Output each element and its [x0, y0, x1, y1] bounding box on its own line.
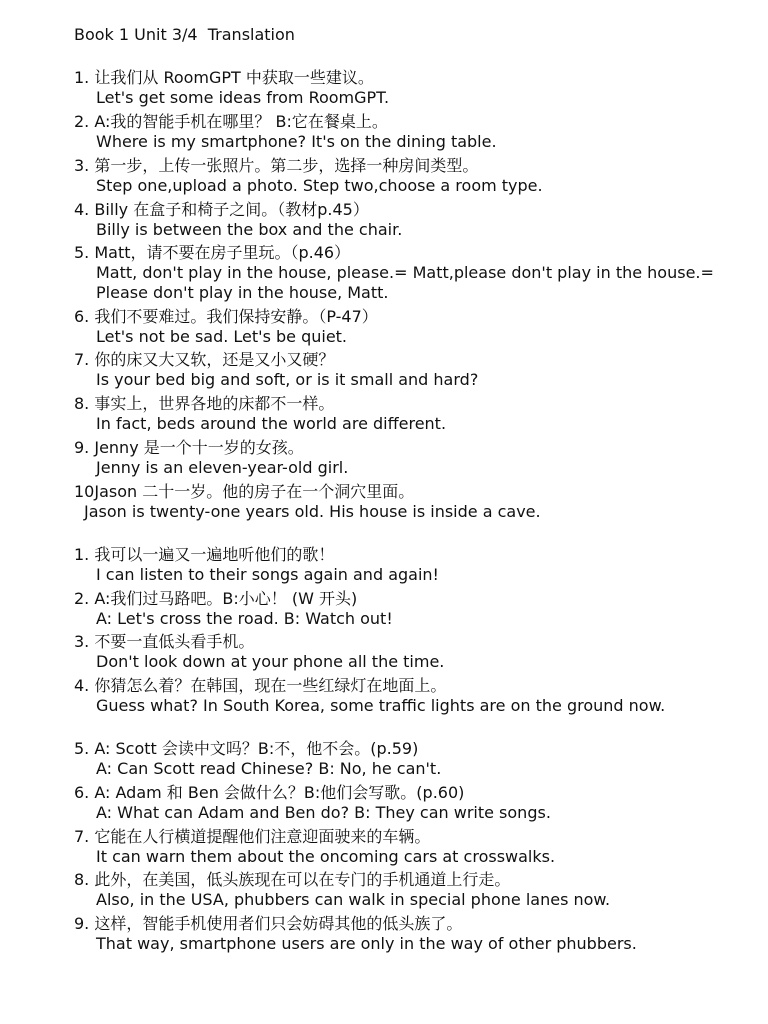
list-item	[74, 827, 714, 867]
document-title: Book 1 Unit 3/4 Translation	[74, 25, 295, 44]
list-item	[74, 394, 714, 434]
english-translation: Billy is between the box and the chair.	[96, 220, 403, 239]
list-item	[74, 870, 714, 910]
list-item	[74, 112, 714, 152]
english-translation: Step one,upload a photo. Step two,choose a room type.	[96, 176, 543, 195]
chinese-sentence: 10Jason 二十一岁。他的房子在一个洞穴里面。	[74, 482, 415, 501]
list-item	[74, 350, 714, 390]
list-item	[74, 307, 714, 347]
list-item	[74, 676, 714, 716]
english-translation: It can warn them about the oncoming cars at crosswalks.	[96, 847, 556, 866]
english-translation: A: What can Adam and Ben do? B: They can write songs.	[96, 803, 551, 822]
english-translation: Where is my smartphone? It's on the dining table.	[96, 132, 497, 151]
chinese-sentence: 4. 你猜怎么着？在韩国，现在一些红绿灯在地面上。	[74, 676, 447, 695]
chinese-sentence: 1. 让我们从 RoomGPT 中获取一些建议。	[74, 68, 374, 87]
english-translation: Let's not be sad. Let's be quiet.	[96, 327, 348, 346]
list-item	[74, 545, 714, 585]
english-translation: In fact, beds around the world are different.	[96, 414, 447, 433]
chinese-sentence: 3. 不要一直低头看手机。	[74, 632, 255, 651]
chinese-sentence: 8. 事实上，世界各地的床都不一样。	[74, 394, 335, 413]
list-item	[74, 739, 714, 779]
english-translation: A: Can Scott read Chinese? B: No, he can't.	[96, 759, 442, 778]
english-translation: Matt, don't play in the house, please.= Matt,please don't play in the house.= Please don't play in the house, Matt.	[96, 263, 714, 302]
chinese-sentence: 7. 你的床又大又软，还是又小又硬？	[74, 350, 335, 369]
english-translation: I can listen to their songs again and again!	[96, 565, 439, 584]
list-item	[74, 482, 714, 522]
chinese-sentence: 5. Matt，请不要在房子里玩。（p.46）	[74, 243, 351, 262]
english-translation: Also, in the USA, phubbers can walk in special phone lanes now.	[96, 890, 611, 909]
chinese-sentence: 1. 我可以一遍又一遍地听他们的歌！	[74, 545, 335, 564]
english-translation: That way, smartphone users are only in the way of other phubbers.	[96, 934, 637, 953]
english-translation: Jenny is an eleven-year-old girl.	[96, 458, 349, 477]
chinese-sentence: 5. A: Scott 会读中文吗？B:不，他不会。(p.59)	[74, 739, 419, 758]
list-item	[74, 589, 714, 629]
list-item	[74, 68, 714, 108]
chinese-sentence: 2. A:我的智能手机在哪里？ B:它在餐桌上。	[74, 112, 388, 131]
chinese-sentence: 8. 此外，在美国，低头族现在可以在专门的手机通道上行走。	[74, 870, 511, 889]
english-translation: A: Let's cross the road. B: Watch out!	[96, 609, 393, 628]
chinese-sentence: 7. 它能在人行横道提醒他们注意迎面驶来的车辆。	[74, 827, 431, 846]
chinese-sentence: 6. 我们不要难过。我们保持安静。（P-47）	[74, 307, 378, 326]
list-item	[74, 438, 714, 478]
list-item	[74, 156, 714, 196]
chinese-sentence: 4. Billy 在盒子和椅子之间。（教材p.45）	[74, 200, 369, 219]
list-item	[74, 914, 714, 954]
english-translation: Let's get some ideas from RoomGPT.	[96, 88, 390, 107]
chinese-sentence: 6. A: Adam 和 Ben 会做什么？B:他们会写歌。(p.60)	[74, 783, 465, 802]
list-item	[74, 243, 714, 303]
chinese-sentence: 9. Jenny 是一个十一岁的女孩。	[74, 438, 304, 457]
english-translation: Don't look down at your phone all the time.	[96, 652, 445, 671]
english-translation: Guess what? In South Korea, some traffic lights are on the ground now.	[96, 696, 666, 715]
chinese-sentence: 2. A:我们过马路吧。B:小心！ (W 开头)	[74, 589, 358, 608]
english-translation: Is your bed big and soft, or is it small and hard?	[96, 370, 479, 389]
list-item	[74, 783, 714, 823]
chinese-sentence: 9. 这样，智能手机使用者们只会妨碍其他的低头族了。	[74, 914, 463, 933]
list-item	[74, 200, 714, 240]
english-translation: Jason is twenty-one years old. His house is inside a cave.	[84, 502, 541, 521]
list-item	[74, 632, 714, 672]
chinese-sentence: 3. 第一步，上传一张照片。第二步，选择一种房间类型。	[74, 156, 479, 175]
